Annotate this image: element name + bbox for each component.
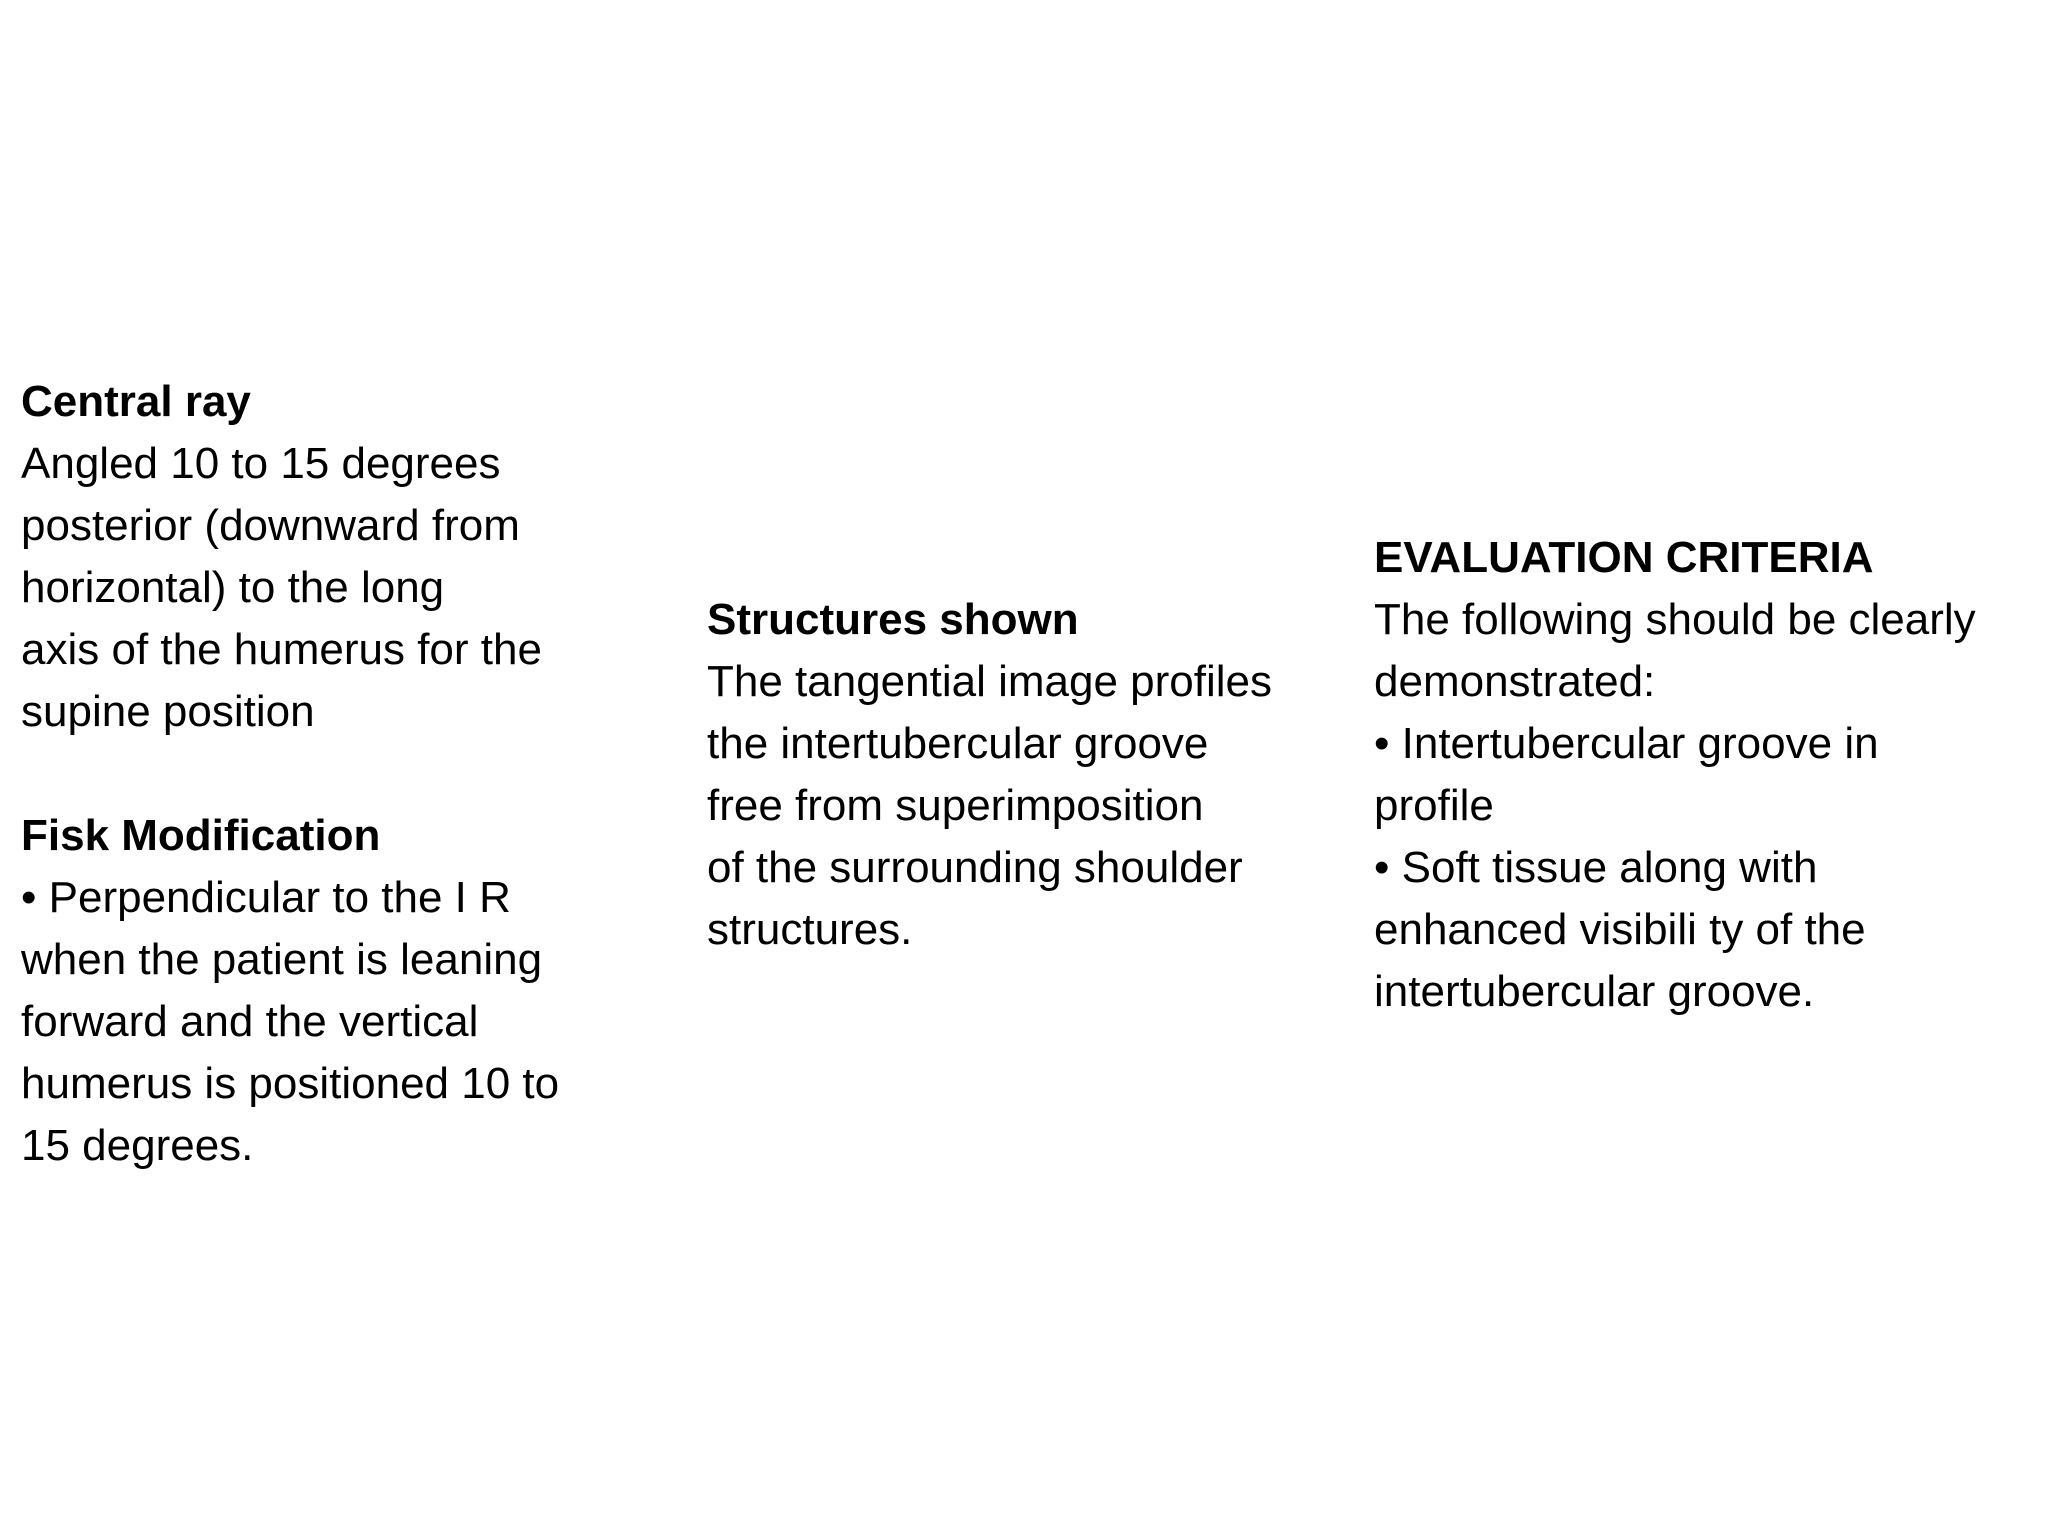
- structures-shown-heading: Structures shown: [707, 595, 1079, 644]
- structures-shown-text-line: structures.: [707, 905, 913, 954]
- evaluation-criteria-text-line: demonstrated:: [1374, 657, 1656, 706]
- central-ray-text-line: axis of the humerus for the: [21, 625, 542, 674]
- structures-shown-text-line: The tangential image profiles: [707, 657, 1272, 706]
- fisk-modification-text-line: forward and the vertical: [21, 997, 479, 1046]
- evaluation-criteria-text-line: intertubercular groove.: [1374, 967, 1815, 1016]
- central-ray-heading: Central ray: [21, 377, 251, 426]
- evaluation-criteria-text-line: enhanced visibili ty of the: [1374, 905, 1866, 954]
- evaluation-criteria-heading: EVALUATION CRITERIA: [1374, 533, 1874, 582]
- evaluation-criteria-text-line: profile: [1374, 781, 1494, 830]
- central-ray-text-line: posterior (downward from: [21, 501, 520, 550]
- central-ray-section: [21, 371, 542, 743]
- evaluation-criteria-section: [1374, 527, 1976, 1023]
- fisk-modification-text-line: humerus is positioned 10 to: [21, 1059, 560, 1108]
- fisk-modification-text-line: when the patient is leaning: [21, 935, 543, 984]
- fisk-modification-heading: Fisk Modification: [21, 811, 381, 860]
- structures-shown-text-line: the intertubercular groove: [707, 719, 1209, 768]
- fisk-modification-section: [21, 805, 559, 1177]
- structures-shown-text-line: free from superimposition: [707, 781, 1204, 830]
- structures-shown-text-line: of the surrounding shoulder: [707, 843, 1243, 892]
- fisk-modification-text-line: 15 degrees.: [21, 1121, 254, 1170]
- fisk-modification-text-line: • Perpendicular to the I R: [21, 873, 511, 922]
- evaluation-criteria-text-line: • Intertubercular groove in: [1374, 719, 1879, 768]
- central-ray-text-line: horizontal) to the long: [21, 563, 445, 612]
- structures-shown-section: [707, 589, 1272, 961]
- central-ray-text-line: Angled 10 to 15 degrees: [21, 439, 501, 488]
- central-ray-text-line: supine position: [21, 687, 315, 736]
- evaluation-criteria-text-line: The following should be clearly: [1374, 595, 1976, 644]
- evaluation-criteria-text-line: • Soft tissue along with: [1374, 843, 1818, 892]
